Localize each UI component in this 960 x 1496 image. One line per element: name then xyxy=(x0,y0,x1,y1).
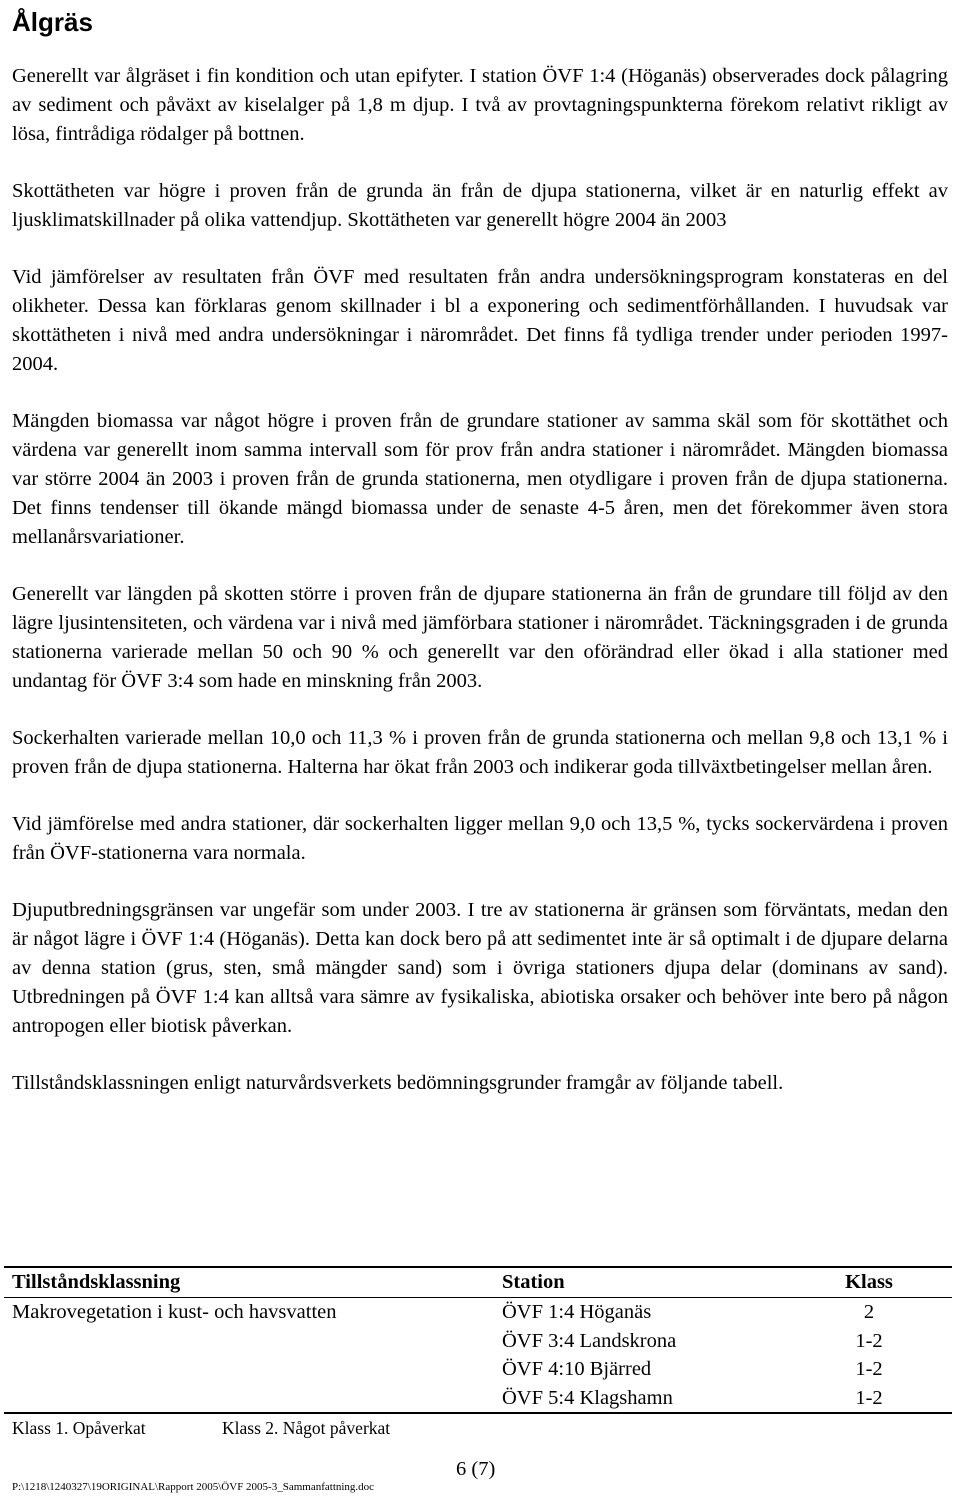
paragraph-9: Tillståndsklassningen enligt naturvårdsverkets bedömningsgrunder framgår av följande tabell. xyxy=(12,1072,784,1094)
table-row xyxy=(4,1327,952,1356)
paragraph-1: Generellt var ålgräset i fin kondition och utan epifyter. I station ÖVF 1:4 (Höganäs) observerades dock pålagring av sediment och påväxt av kiselalger på 1,8 m djup. I två av provtagningspunkterna förekom relativt rikligt av lösa, fintrådiga rödalger på bottnen. xyxy=(12,65,948,145)
paragraph-4: Mängden biomassa var något högre i proven från de grundare stationer av samma skäl som för skottäthet och värdena var generellt inom samma intervall som för prov från andra stationer i närområdet. Mängden biomassa var större 2004 än 2003 i proven från de grunda stationerna, men otydligare i proven från de djupa stationerna. Det finns tendenser till ökande mängd biomassa under de senaste 4-5 åren, men det förekommer även stora mellanårsvariationer. xyxy=(12,410,948,548)
header-klass: Klass xyxy=(845,1271,893,1293)
table-cell-station: ÖVF 5:4 Klagshamn xyxy=(502,1386,673,1409)
table-header-row xyxy=(4,1266,952,1298)
paragraph-8: Djuputbredningsgränsen var ungefär som under 2003. I tre av stationerna är gränsen som förväntats, medan den är något lägre i ÖVF 1:4 (Höganäs). Detta kan dock bero på att sedimentet inte är så optimalt i de djupare delarna av denna station (grus, sten, små mängder sand) som i övriga stationers djupa delar (dominans av sand). Utbredningen på ÖVF 1:4 kan alltså vara sämre av fysikaliska, abiotiska orsaker och behöver inte bero på någon antropogen eller biotisk påverkan. xyxy=(12,899,948,1037)
page-title: Ålgräs xyxy=(12,7,93,37)
paragraph-6: Sockerhalten varierade mellan 10,0 och 11,3 % i proven från de grunda stationerna och mellan 9,8 och 13,1 % i proven från de djupa stationerna. Halterna har ökat från 2003 och indikerar goda tillväxtbetingelser mellan åren. xyxy=(12,727,948,778)
table-row xyxy=(4,1298,952,1327)
table-cell-klass: 1-2 xyxy=(855,1329,883,1352)
table-cell-category: Makrovegetation i kust- och havsvatten xyxy=(12,1301,337,1323)
table-cell-station: ÖVF 1:4 Höganäs xyxy=(502,1301,652,1323)
table-cell-station: ÖVF 4:10 Bjärred xyxy=(502,1358,652,1380)
table-row xyxy=(4,1384,952,1415)
header-station: Station xyxy=(502,1271,565,1293)
table-row xyxy=(4,1355,952,1384)
header-tillstandsklassning: Tillståndsklassning xyxy=(12,1271,181,1293)
body-text xyxy=(12,62,948,1098)
table-cell-klass: 1-2 xyxy=(855,1386,883,1409)
legend-klass-2: Klass 2. Något påverkat xyxy=(222,1418,391,1438)
paragraph-3: Vid jämförelser av resultaten från ÖVF med resultaten från andra undersökningsprogram konstateras en del olikheter. Dessa kan förklaras genom skillnader i bl a exponering och sedimentförhållanden. I huvudsak var skottätheten i nivå med andra undersökningar i närområdet. Det finns få tydliga trender under perioden 1997-2004. xyxy=(12,266,948,375)
paragraph-5: Generellt var längden på skotten större i proven från de djupare stationerna än från de grundare till följd av den lägre ljusintensiteten, och värdena var i nivå med jämförbara stationer i närområdet. Täckningsgraden i de grunda stationerna varierade mellan 50 och 90 % och generellt var den oförändrad eller ökad i alla stationer med undantag för ÖVF 3:4 som hade en minskning från 2003. xyxy=(12,583,948,692)
paragraph-2: Skottätheten var högre i proven från de grunda än från de djupa stationerna, vilket är en naturlig effekt av ljusklimatskillnader på olika vattendjup. Skottätheten var generellt högre 2004 än 2003 xyxy=(12,180,948,231)
classification-table xyxy=(4,1266,952,1414)
file-path: P:\1218\1240327\19ORIGINAL\Rapport 2005\ÖVF 2005-3_Sammanfattning.doc xyxy=(12,1481,375,1493)
table-cell-klass: 2 xyxy=(863,1301,875,1323)
legend-klass-1: Klass 1. Opåverkat xyxy=(12,1418,146,1438)
table-cell-klass: 1-2 xyxy=(855,1358,883,1380)
paragraph-7: Vid jämförelse med andra stationer, där sockerhalten ligger mellan 9,0 och 13,5 %, tycks sockervärdena i proven från ÖVF-stationerna vara normala. xyxy=(12,813,948,864)
page-number: 6 (7) xyxy=(456,1458,496,1480)
table-cell-station: ÖVF 3:4 Landskrona xyxy=(502,1329,677,1352)
